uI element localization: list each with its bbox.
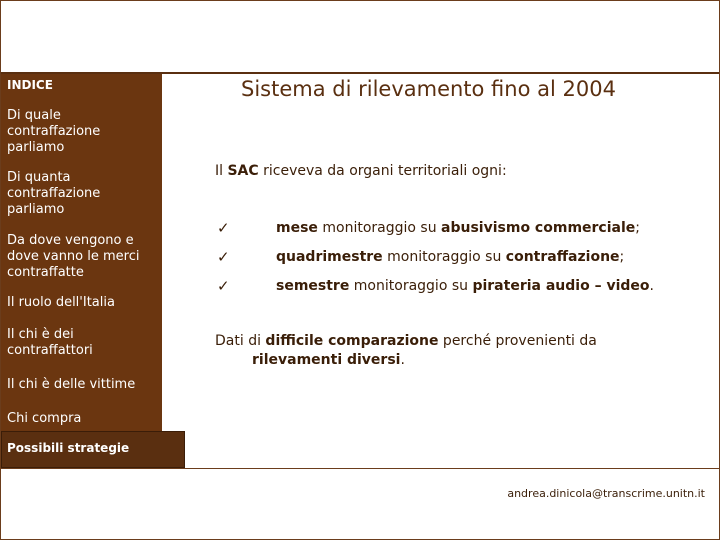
item-period: quadrimestre (276, 249, 383, 265)
note-keyword-2: rilevamenti diversi (252, 352, 401, 368)
intro-pre: Il (215, 163, 228, 179)
intro-keyword: SAC (227, 163, 259, 179)
item-mid: monitoraggio su (382, 249, 506, 265)
list-item (276, 249, 624, 265)
sidebar-item-quale[interactable]: Di quale contraffazione parliamo (7, 108, 101, 155)
note-pre: Dati di (215, 333, 266, 349)
item-end: . (649, 278, 654, 294)
sidebar-item-dove[interactable]: Da dove vengono e dove vanno le merci contraffatte (7, 233, 140, 280)
item-mid: monitoraggio su (349, 278, 473, 294)
item-period: mese (276, 220, 318, 236)
sidebar-header: INDICE (7, 78, 53, 92)
sidebar-item-chi-compra[interactable]: Chi compra (7, 411, 82, 426)
note-line-2 (215, 351, 675, 370)
sidebar-item-quanta[interactable]: Di quanta contraffazione parliamo (7, 170, 101, 217)
note-mid: perché provenienti da (438, 333, 597, 349)
item-period: semestre (276, 278, 350, 294)
footer-email: andrea.dinicola@transcrime.unitn.it (507, 487, 705, 500)
item-end: ; (619, 249, 625, 265)
check-icon: ✓ (217, 219, 230, 237)
page-title: Sistema di rilevamento fino al 2004 (241, 77, 616, 101)
note-keyword-1: difficile comparazione (265, 333, 439, 349)
list-item (276, 220, 640, 236)
bottom-divider (1, 468, 719, 469)
intro-post: riceveva da organi territoriali ogni: (258, 163, 507, 179)
item-mid: monitoraggio su (317, 220, 442, 236)
item-topic: pirateria audio – video (472, 278, 650, 294)
intro-text (215, 163, 507, 179)
note-text (215, 332, 675, 370)
item-topic: abusivismo commerciale (441, 220, 636, 236)
check-icon: ✓ (217, 248, 230, 266)
sidebar-item-contraffattori[interactable]: Il chi è dei contraffattori (7, 327, 93, 358)
sidebar-item-vittime[interactable]: Il chi è delle vittime (7, 377, 136, 392)
item-topic: contraffazione (505, 249, 620, 265)
sidebar-item-strategie[interactable]: Possibili strategie (7, 441, 130, 455)
item-end: ; (635, 220, 640, 236)
sidebar-item-italia[interactable]: Il ruolo dell'Italia (7, 295, 115, 310)
check-icon: ✓ (217, 277, 230, 295)
note-end: . (400, 352, 405, 368)
list-item (276, 278, 654, 294)
